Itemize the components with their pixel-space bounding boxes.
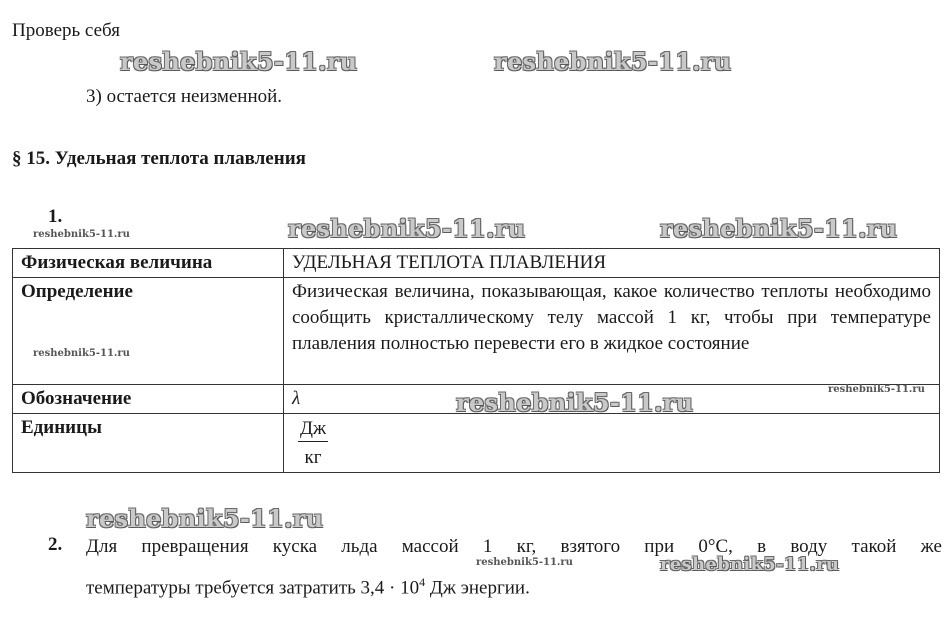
- item2-exponent: 4: [419, 575, 426, 589]
- watermark-small: reshebnik5-11.ru: [828, 384, 925, 395]
- item2-text-line1: Для превращения куска льда массой 1 кг, взятого при 0°С, в воду такой же: [86, 536, 942, 557]
- watermark: reshebnik5-11.ru: [120, 47, 358, 76]
- definition-table: [12, 248, 940, 473]
- watermark: reshebnik5-11.ru: [660, 214, 898, 243]
- watermark-small: reshebnik5-11.ru: [476, 557, 573, 568]
- table-row: [13, 249, 940, 278]
- section-title: § 15. Удельная теплота плавления: [12, 148, 306, 169]
- check-heading: Проверь себя: [12, 20, 120, 41]
- table-row: [13, 414, 940, 473]
- row-label: Физическая величина: [13, 249, 284, 278]
- watermark: reshebnik5-11.ru: [456, 388, 694, 417]
- watermark: reshebnik5-11.ru: [494, 47, 732, 76]
- answer-text: 3) остается неизменной.: [86, 86, 283, 107]
- item-number: 2.: [48, 534, 63, 555]
- item2-text-before: температуры требуется затратить 3,4 · 10: [86, 577, 420, 599]
- item2-text-after: Дж энергии.: [425, 577, 530, 599]
- unit-numerator: Дж: [298, 419, 328, 442]
- table-row: [13, 278, 940, 385]
- watermark: reshebnik5-11.ru: [660, 554, 840, 575]
- row-label: Единицы: [13, 414, 284, 473]
- row-value: λ: [284, 385, 940, 414]
- unit-fraction: [298, 419, 328, 468]
- watermark: reshebnik5-11.ru: [288, 214, 526, 243]
- item-number: 1.: [48, 206, 63, 227]
- row-label: Определение: [13, 278, 284, 385]
- row-label: Обозначение: [13, 385, 284, 414]
- row-value: Физическая величина, показывающая, какое количество теплоты необходимо сообщить кристаллическому телу массой 1 кг, чтобы при температуре плавления полностью перевести его в жидкое состояние: [284, 278, 940, 385]
- unit-denominator: кг: [304, 447, 322, 468]
- row-value: УДЕЛЬНАЯ ТЕПЛОТА ПЛАВЛЕНИЯ: [284, 249, 940, 278]
- item2-text-line2: [86, 567, 530, 603]
- watermark: reshebnik5-11.ru: [86, 504, 324, 533]
- watermark-small: reshebnik5-11.ru: [33, 348, 130, 359]
- row-value: [284, 414, 940, 473]
- watermark-small: reshebnik5-11.ru: [33, 229, 130, 240]
